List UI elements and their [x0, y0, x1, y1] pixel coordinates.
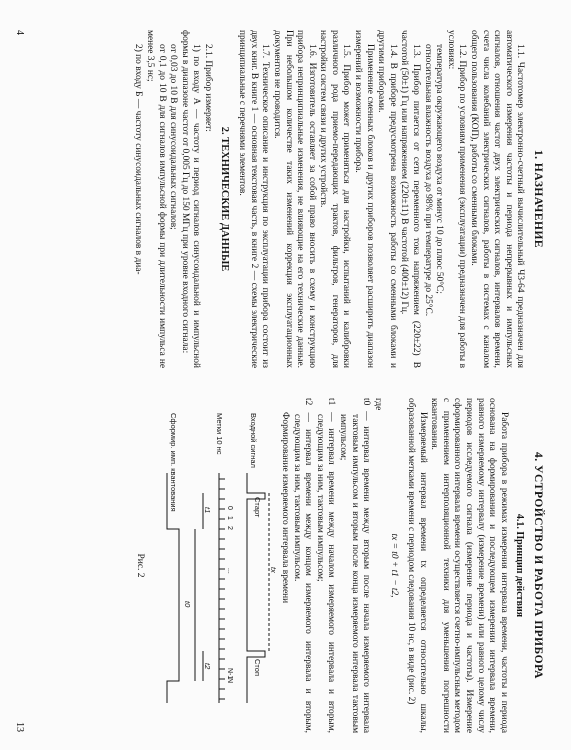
paragraph-2-1c: от 0,1 до 10 В для сигналов импульсной формы при длительности импульса не менее 3,5 нс;	[145, 30, 167, 368]
paragraph-1-2: 1.2. Прибор по условиям применения (эксплуатации) предназначен для работы в условиях:	[445, 30, 468, 368]
clock-tick-label: N-1	[225, 667, 233, 679]
clock-tick-label: 2	[225, 525, 233, 530]
formula-tx: tx = t0 + t1 − t2,	[389, 533, 400, 598]
paragraph-2-1b: от 0,03 до 10 В для синусоидальных сигналов;	[168, 44, 179, 230]
label-start: Старт	[252, 496, 262, 517]
page-number-right: 13	[14, 722, 25, 732]
clock-tick-label: N	[225, 677, 233, 683]
label-stop: Стоп	[252, 658, 262, 676]
definition-t2: t2 — интервал времени между концом измеряемого интервала и вторым, следующим за ним, тактовым импульсом.	[291, 398, 314, 733]
clock-tick-label: 1	[225, 515, 233, 520]
clock-tick-label: 0	[225, 505, 233, 510]
clock-tick-label: ...	[225, 567, 233, 574]
label-tx: tx	[268, 566, 278, 573]
label-t2: t2	[202, 662, 212, 669]
paragraph-1-5: 1.5. Прибор может применяться для настройки, испытаний и калибровки различного рода приемо-передающих трактов, фильтров, генераторов, для настройки систем связи и других устройств.	[318, 30, 352, 368]
paragraph-1-3: 1.3. Прибор питается от сети переменного тока напряжением (220±22) В частотой (50±1) Гц или напряжением (220±11) В частотой (400±12) Гц.	[399, 30, 422, 368]
label-t1: t1	[202, 506, 212, 513]
paragraph-1-4a: Применение сменных блоков и других приборов позволяет расширить диапазон измерений и возможности прибора.	[353, 30, 375, 368]
timing-diagram-figure	[147, 411, 278, 721]
right-page-column	[133, 398, 543, 733]
paragraph-1-2b: относительная влажность воздуха до 98% при температуре до 25°С.	[422, 44, 433, 317]
paragraph-1-2a: температура окружающего воздуха от минус 10 до плюс 50°С;	[434, 44, 445, 294]
paragraph-2-1a: 1) по входу А — частоту и период сигналов синусоидальной и импульсной формы в диапазоне частот от 0,005 Гц до 150 МГц при уровне входного сигнала:	[179, 30, 202, 368]
paragraph-2-1d: 2) по входу Б — частоту синусоидальных сигналов в диа-	[133, 44, 144, 275]
section-1-title: 1. НАЗНАЧЕНИЕ	[532, 149, 544, 249]
label-quantization: Сформир. имп. квантования	[168, 412, 178, 512]
label-t0: t0	[182, 600, 192, 607]
paragraph-2-1: 2.1. Прибор измеряет:	[202, 44, 213, 132]
paragraph-4-3: Формирование измеряемого интервала времени	[280, 412, 291, 604]
page-number-left: 4	[14, 30, 25, 35]
paragraph-1-7: 1.7. Техническое описание и инструкция по эксплуатации прибора состоит из двух книг. В книге 1 — основная текстовая часть, в книге 2 — схемы электрические принципиальные с перечнями элементов.	[237, 30, 271, 368]
figure-caption: Рис. 2	[134, 553, 145, 578]
paragraph-4-2: Измеряемый интервал времени tx определяется относительно шкалы, образованной метками времени с периодом следования 10 нс, в виде (рис. 2)	[406, 398, 428, 733]
definition-t1: t1 — интервал времени между началом измеряемого интервала и вторым, следующим за ним, тактовым импульсом;	[314, 398, 337, 733]
paragraph-1-6: 1.6. Изготовитель оставляет за собой право вносить в схему и конструкцию прибора непринципиальные изменения, не влияющие на его технические данные. При небольшом количестве таких изменений коррекция эксплуатационных документов не проводится.	[271, 30, 317, 368]
definition-t0: t0 — интервал времени между вторым после начала измеряемого интервала тактовым импульсом и вторым после конца измеряемого интервала тактовым импульсом;	[338, 398, 372, 733]
section-2-title: 2. ТЕХНИЧЕСКИЕ ДАННЫЕ	[218, 126, 230, 272]
definition-intro: где	[372, 398, 383, 411]
label-input-signal: Входной сигнал	[248, 412, 258, 468]
paragraph-1-4: 1.4. В приборе предусмотрена возможность работы со сменными блоками и другими приборами.	[376, 30, 398, 368]
paragraph-4-1: Работа прибора в режимах измерения интервала времени, частоты и периода основана на формировании и последующем измерении интервала времени, равного измеряемому интервалу (измерение времени) или равного целому числу периодов исследуемого сигнала (измерение периода и частоты). Измерение сформированного интервала времени осуществляется счетно-импульсным методом с применением интерполяционной техники для уменьшения погрешности квантования.	[429, 398, 509, 733]
left-page-column	[132, 30, 543, 368]
subsection-4-1-title: 4.1. Принцип действия	[514, 513, 526, 618]
label-clock-marks: Метки 10 нс	[214, 412, 224, 455]
paragraph-1-1: 1.1. Частотомер электронно-счетный вычислительный Ч3-64 предназначен для автоматического измерения частоты и периода непрерывных и импульсных сигналов, отношения частот двух электрических сигналов, интервалов времени, счета числа колебаний электрических сигналов, работы в системах с каналом общего пользования (КОП), работы со сменными блоками.	[469, 30, 526, 368]
section-4-title: 4. УСТРОЙСТВО И РАБОТА ПРИБОРА	[532, 452, 544, 679]
